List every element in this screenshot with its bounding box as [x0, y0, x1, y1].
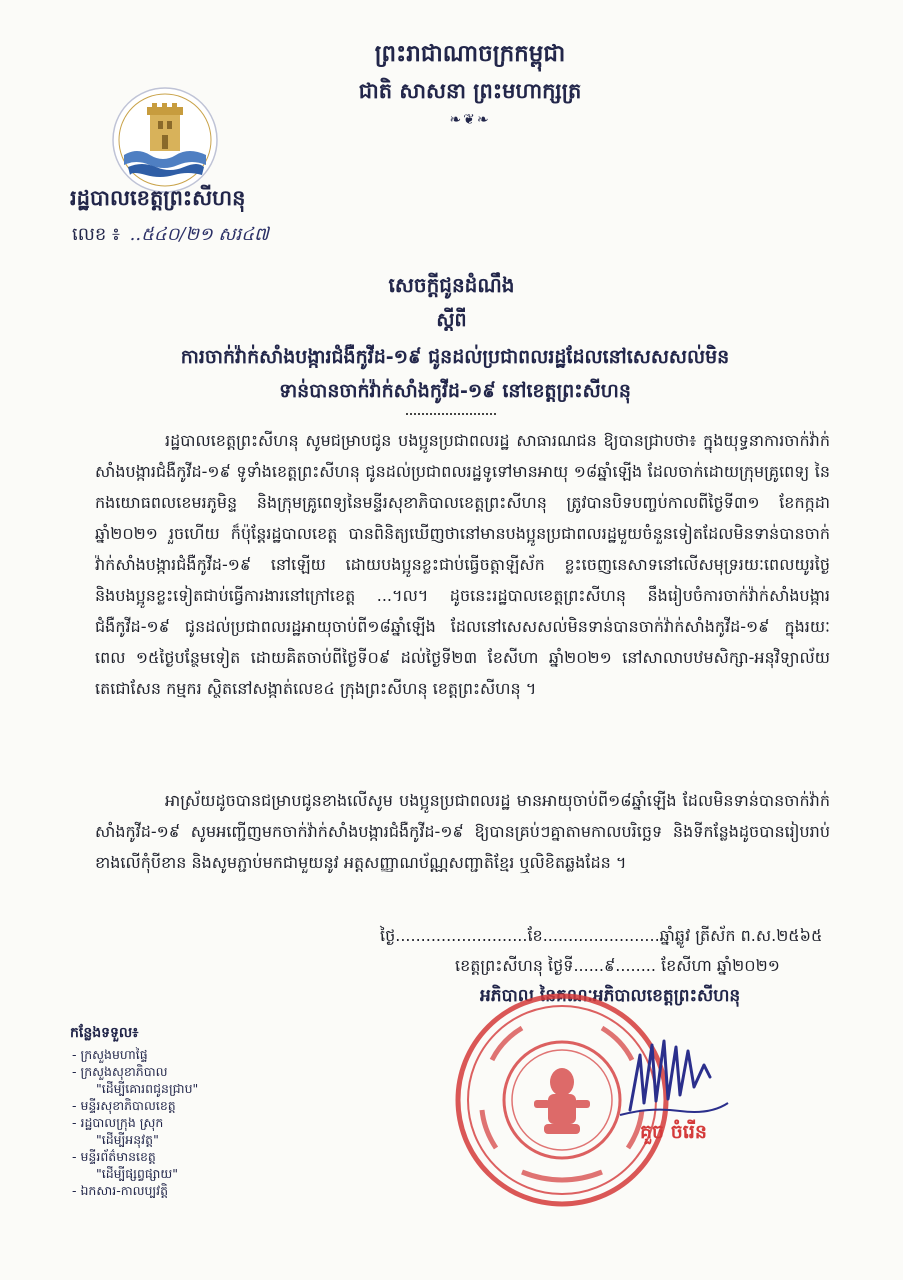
signer-title: អភិបាល នៃគណៈអភិបាលខេត្តព្រះសីហនុ: [480, 986, 741, 1006]
provincial-emblem-logo: [110, 85, 220, 195]
handwritten-signature: [610, 1015, 730, 1125]
recipient-item: - ឯកសារ-កាលប្បវត្តិ: [72, 1183, 169, 1198]
document-subject: [80, 340, 830, 408]
document-title: សេចក្តីជូនដំណឹង: [388, 273, 515, 297]
recipient-note: "ដើម្បីគោរពជូនជ្រាប": [96, 1081, 199, 1096]
reference-label: លេខ ៖: [72, 224, 120, 245]
body-paragraph-2: អាស្រ័យដូចបានជម្រាបជូនខាងលើសូម បងប្អូនប្រជាពលរដ្ឋ មានអាយុចាប់ពី១៨ឆ្នាំឡើង ដែលមិនទាន់បានចាក់វ៉ាក់សាំងកូវីដ-១៩ សូមអញ្ជើញមកចាក់វ៉ាក់សាំងបង្ការជំងឺកូវីដ-១៩ ឱ្យបានគ្រប់ៗគ្នាតាមកាលបរិច្ឆេទ និងទីកន្លែងដូចបានរៀបរាប់ខាងលើកុំបីខាន និងសូមភ្ជាប់មកជាមួយនូវ អត្តសញ្ញាណប័ណ្ណសញ្ជាតិខ្មែរ ឬលិខិតឆ្លងដែន ។: [95, 791, 830, 872]
solar-date-line: ខេត្តព្រះសីហនុ ថ្ងៃទី......៩........ ខែសីហា ឆ្នាំ២០២១: [455, 956, 780, 975]
recipient-item: - ក្រសួងសុខាភិបាល: [72, 1064, 168, 1079]
recipient-note: "ដើម្បីផ្សព្វផ្សាយ": [96, 1166, 178, 1181]
national-motto: ជាតិ សាសនា ព្រះមហាក្សត្រ: [358, 79, 582, 103]
body-paragraph-1: រដ្ឋបាលខេត្តព្រះសីហនុ សូមជម្រាបជូន បងប្អូនប្រជាពលរដ្ឋ សាធារណជន ឱ្យបានជ្រាបថា៖ ក្នុងយុទ្ធនាការចាក់វ៉ាក់សាំងបង្ការជំងឺកូវីដ-១៩ ទូទាំងខេត្តព្រះសីហនុ ជូនដល់ប្រជាពលរដ្ឋទូទៅមានអាយុ ១៨ឆ្នាំឡើង ដែលចាក់ដោយក្រុមគ្រូពេទ្យ នៃកងយោធពលខេមរភូមិន្ទ និងក្រុមគ្រូពេទ្យនៃមន្ទីរសុខាភិបាលខេត្តព្រះសីហនុ ត្រូវបានបិទបញ្ចប់កាលពីថ្ងៃទី៣១ ខែកក្កដា ឆ្នាំ២០២១ រួចហើយ ក៏ប៉ុន្តែរដ្ឋបាលខេត្ត បានពិនិត្យឃើញថានៅមានបងប្អូនប្រជាពលរដ្ឋមួយចំនួនទៀតដែលមិនទាន់បានចាក់វ៉ាក់សាំងបង្ការជំងឺកូវីដ-១៩ នៅឡើយ ដោយបងប្អូនខ្លះជាប់ធ្វើចត្តាឡីស័ក ខ្លះចេញនេសាទនៅលើសមុទ្ររយៈពេលយូរថ្ងៃ និងបងប្អូនខ្លះទៀតជាប់ធ្វើការងារនៅក្រៅខេត្ត ...។ល។ ដូចនេះរដ្ឋបាលខេត្តព្រះសីហនុ នឹងរៀបចំការចាក់វ៉ាក់សាំងបង្ការជំងឺកូវីដ-១៩ ជូនដល់ប្រជាពលរដ្ឋអាយុចាប់ពី១៨ឆ្នាំឡើង ដែលនៅសេសសល់មិនទាន់បានចាក់វ៉ាក់សាំងកូវីដ-១៩ ក្នុងរយៈពេល ១៥ថ្ងៃបន្ថែមទៀត ដោយគិតចាប់ពីថ្ងៃទី០៩ ដល់ថ្ងៃទី២៣ ខែសីហា ឆ្នាំ២០២១ នៅសាលាបឋមសិក្សា-អនុវិទ្យាល័យ តេជោសែន កម្មករ ស្ថិតនៅសង្កាត់លេខ៤ ក្រុងព្រះសីហនុ ខេត្តព្រះសីហនុ ។: [95, 431, 830, 698]
reference-number: [72, 222, 269, 249]
recipient-item: - មន្ទីរព័ត៌មានខេត្ត: [72, 1149, 156, 1164]
recipient-note: "ដើម្បីអនុវត្ត": [96, 1132, 159, 1147]
kingdom-heading: ព្រះរាជាណាចក្រកម្ពុជា: [374, 41, 566, 67]
lunar-date-line: ថ្ងៃ..........................ខែ.......................ឆ្នាំឆ្លូវ ត្រីស័ក ព.ស.២៥៦៥: [380, 926, 823, 945]
title-divider: [406, 413, 496, 415]
recipient-item: - ក្រសួងមហាផ្ទៃ: [72, 1047, 148, 1062]
title-about: ស្តីពី: [436, 309, 467, 331]
organization-name: រដ្ឋបាលខេត្តព្រះសីហនុ: [70, 186, 246, 210]
recipient-item: - មន្ទីរសុខាភិបាលខេត្ត: [72, 1098, 176, 1113]
subject-line-2: ទាន់បានចាក់វ៉ាក់សាំងកូវីដ-១៩ នៅខេត្តព្រះសីហនុ: [279, 380, 631, 402]
recipient-item: - រដ្ឋបាលក្រុង ស្រុក: [72, 1115, 164, 1130]
subject-line-1: ការចាក់វ៉ាក់សាំងបង្ការជំងឺកូវីដ-១៩ ជូនដល់ប្រជាពលរដ្ឋដែលនៅសេសសល់មិន: [180, 346, 730, 368]
signatory-name: គួច ចំរើន: [640, 1121, 707, 1143]
recipients-title: កន្លែងទទួល៖: [70, 1025, 139, 1041]
reference-value: ..៥៤០/២១ សរ៤៧: [129, 224, 269, 245]
ornament-divider: ❧❦❧: [449, 112, 491, 128]
recipients-list: [72, 1046, 198, 1199]
